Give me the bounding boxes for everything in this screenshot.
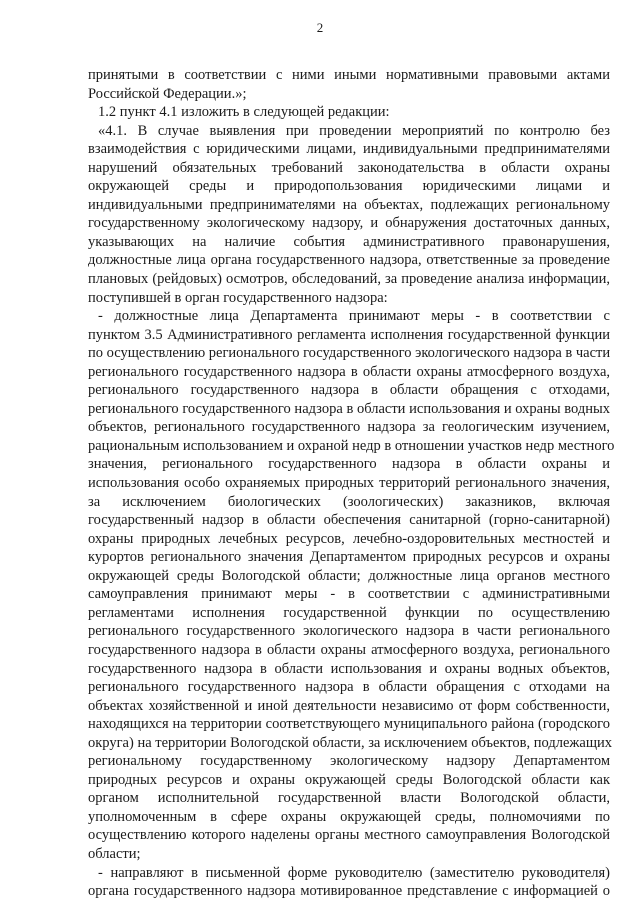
text-line: регионального государственного надзора в области обращения с отходами, <box>88 382 610 399</box>
page-number: 2 <box>316 20 324 35</box>
text-line: значения, регионального государственного надзора в области охраны и <box>88 456 610 473</box>
text-line: нарушений обязательных требований законодательства в области охраны <box>88 159 610 176</box>
document-body <box>88 66 615 901</box>
text-line: должностные лица органа государственного надзора, ответственные за проведение <box>88 252 610 269</box>
text-line: поступившей в орган государственного надзора: <box>88 289 388 306</box>
text-line: взаимодействия с юридическими лицами, индивидуальными предпринимателями <box>88 141 610 158</box>
text-line: индивидуальными предпринимателями на объектах, подлежащих региональному <box>88 196 610 213</box>
text-line: принятыми в соответствии с ними иными нормативными правовыми актами <box>88 67 610 83</box>
text-line: регионального государственного надзора в области обращения с отходами на <box>88 679 610 696</box>
text-line: - направляют в письменной форме руководителю (заместителю руководителя) <box>98 864 610 881</box>
text-line: государственному экологическому надзору, и обнаружения достаточных данных, <box>88 215 610 232</box>
text-line: уполномоченным в сфере охраны окружающей среды, полномочиями по <box>88 808 610 825</box>
text-line: регионального государственного надзора в области использования и охраны водных <box>88 400 610 417</box>
text-line: государственный надзор в области обеспечения санитарной (горно-санитарной) <box>88 512 610 529</box>
text-line: окружающей среды Вологодской области; должностные лица органов местного <box>88 567 610 584</box>
text-line: 1.2 пункт 4.1 изложить в следующей редакции: <box>98 104 390 121</box>
text-line: округа) на территории Вологодской области, за исключением объектов, подлежащих <box>88 734 613 751</box>
text-line: «4.1. В случае выявления при проведении мероприятий по контролю без <box>98 122 610 139</box>
text-line: окружающей среды и природопользования юридическими лицами и <box>88 178 610 195</box>
text-line: Российской Федерации.»; <box>88 85 247 102</box>
text-line: регионального государственного надзора в области охраны атмосферного воздуха, <box>88 363 610 380</box>
text-line: указывающих на наличие события административного правонарушения, <box>88 233 610 250</box>
text-line: использования особо охраняемых природных территорий регионального значения, <box>88 475 610 492</box>
text-line: органом исполнительной государственной власти Вологодской области, <box>88 790 610 807</box>
text-line: по осуществлению регионального государственного экологического надзора в части <box>88 345 611 362</box>
text-line: самоуправления принимают меры - в соответствии с административными <box>88 586 610 603</box>
text-line: органа государственного надзора мотивированное представление с информацией о <box>88 883 610 900</box>
text-line: государственного надзора в области охраны атмосферного воздуха, регионального <box>88 641 610 658</box>
text-line: охраны природных лечебных ресурсов, лечебно-оздоровительных местностей и <box>88 530 610 547</box>
text-line: осуществлению которого наделены органы местного самоуправления Вологодской <box>88 827 610 844</box>
text-line: пунктом 3.5 Административного регламента исполнения государственной функции <box>88 326 610 343</box>
text-line: курортов регионального значения Департаментом природных ресурсов и охраны <box>88 549 610 566</box>
text-line: рациональным использованием и охраной недр в отношении участков недр местного <box>88 437 615 454</box>
text-line: государственного надзора в области использования и охраны водных объектов, <box>88 660 610 677</box>
text-line: регионального государственного экологического надзора в части регионального <box>88 623 610 640</box>
text-line: объектах хозяйственной и иной деятельности независимо от форм собственности, <box>88 697 610 714</box>
text-line: объектов, регионального государственного надзора за геологическим изучением, <box>88 419 610 436</box>
text-line: за исключением биологических (зоологических) заказников, включая <box>88 493 610 510</box>
text-line: находящихся на территории соответствующего муниципального района (городского <box>88 716 610 733</box>
text-line: области; <box>88 845 141 862</box>
text-line: региональному государственному экологическому надзору Департаментом <box>88 753 610 770</box>
text-line: регламентами исполнения государственной функции по осуществлению <box>88 604 610 621</box>
text-line: плановых (рейдовых) осмотров, обследований, за проведение анализа информации, <box>88 271 610 288</box>
text-line: - должностные лица Департамента принимают меры - в соответствии с <box>98 308 610 325</box>
text-line: природных ресурсов и охраны окружающей среды Вологодской области как <box>88 771 610 788</box>
